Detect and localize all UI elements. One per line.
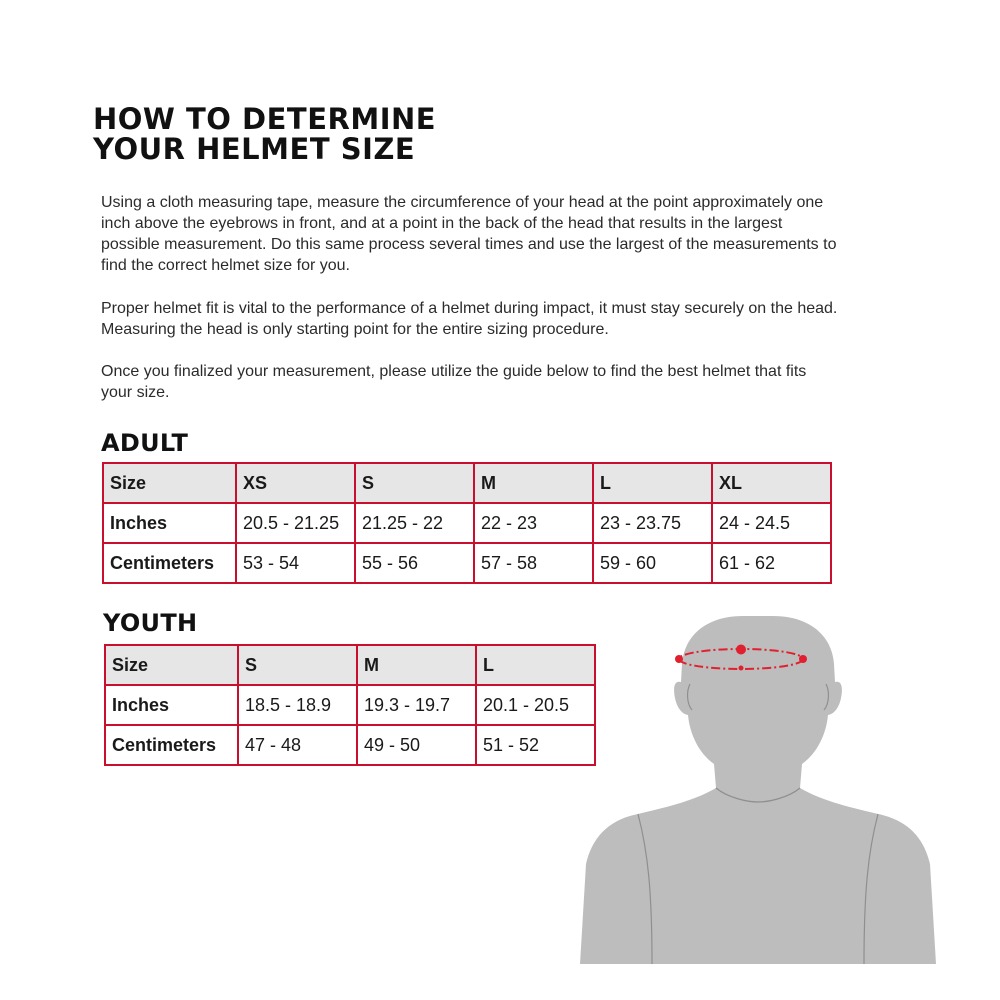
table-row: [103, 463, 831, 503]
table-cell: S: [355, 463, 474, 503]
table-cell: 49 - 50: [357, 725, 476, 765]
page-title-line-1: HOW TO DETERMINE: [93, 102, 437, 136]
table-cell: 20.5 - 21.25: [236, 503, 355, 543]
measure-point-front: [736, 645, 746, 655]
measure-point-back: [739, 666, 744, 671]
page-title-line-2: YOUR HELMET SIZE: [93, 132, 416, 166]
table-cell: 51 - 52: [476, 725, 595, 765]
table-cell: 20.1 - 20.5: [476, 685, 595, 725]
table-cell: Centimeters: [103, 543, 236, 583]
instructions-paragraph-1: Using a cloth measuring tape, measure the circumference of your head at the point approximately one inch above the eyebrows in front, and at a point in the back of the head that results in the largest possible measurement. Do this same process several times and use the largest of the measurements to find the correct helmet size for you.: [101, 194, 837, 274]
measure-point-left: [675, 655, 683, 663]
youth-heading: YOUTH: [103, 609, 198, 637]
table-cell: 21.25 - 22: [355, 503, 474, 543]
table-cell: XL: [712, 463, 831, 503]
page-title: [93, 104, 436, 164]
table-cell: Size: [105, 645, 238, 685]
table-cell: 22 - 23: [474, 503, 593, 543]
table-row: [105, 685, 595, 725]
adult-size-table: [102, 462, 832, 584]
table-cell: M: [357, 645, 476, 685]
table-cell: Centimeters: [105, 725, 238, 765]
table-cell: XS: [236, 463, 355, 503]
table-cell: 57 - 58: [474, 543, 593, 583]
table-row: [103, 503, 831, 543]
head-measurement-illustration: [578, 612, 938, 967]
table-row: [105, 725, 595, 765]
table-cell: L: [593, 463, 712, 503]
table-cell: 61 - 62: [712, 543, 831, 583]
table-cell: 55 - 56: [355, 543, 474, 583]
youth-size-table: [104, 644, 596, 766]
table-cell: L: [476, 645, 595, 685]
table-cell: Inches: [105, 685, 238, 725]
adult-heading: ADULT: [101, 429, 189, 457]
table-cell: M: [474, 463, 593, 503]
table-cell: Size: [103, 463, 236, 503]
table-cell: 24 - 24.5: [712, 503, 831, 543]
table-row: [103, 543, 831, 583]
table-row: [105, 645, 595, 685]
table-cell: 23 - 23.75: [593, 503, 712, 543]
table-cell: 18.5 - 18.9: [238, 685, 357, 725]
table-cell: 53 - 54: [236, 543, 355, 583]
table-cell: 59 - 60: [593, 543, 712, 583]
instructions-paragraph-2: Proper helmet fit is vital to the performance of a helmet during impact, it must stay securely on the head. Measuring the head is only starting point for the entire sizing procedure.: [101, 300, 838, 338]
table-cell: Inches: [103, 503, 236, 543]
measure-point-right: [799, 655, 807, 663]
instructions-paragraph-3: Once you finalized your measurement, please utilize the guide below to find the best helmet that fits your size.: [101, 363, 807, 401]
table-cell: S: [238, 645, 357, 685]
table-cell: 47 - 48: [238, 725, 357, 765]
table-cell: 19.3 - 19.7: [357, 685, 476, 725]
